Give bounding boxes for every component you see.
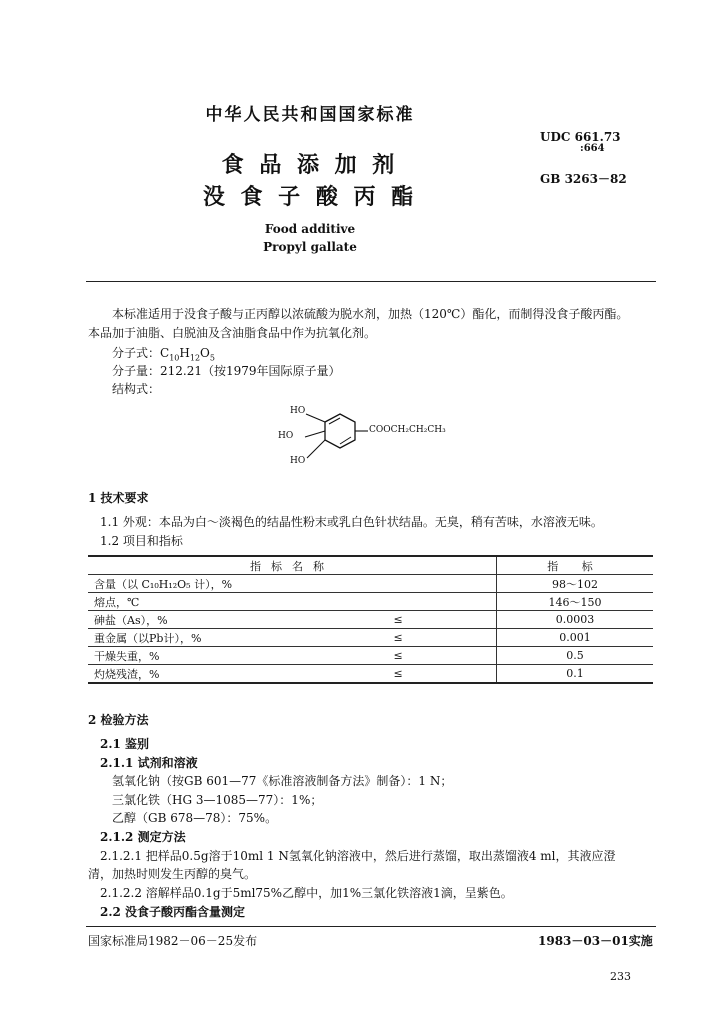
table-row — [88, 593, 653, 611]
ho-mid-label: HO — [278, 431, 294, 441]
item-name: 重金属（以Pb计），% — [88, 629, 300, 647]
udc-code: UDC 661.73 — [540, 130, 621, 144]
gb-number: GB 3263－82 — [540, 172, 627, 186]
footer-rule — [86, 926, 656, 927]
table-header-row — [88, 556, 653, 575]
table-row — [88, 665, 653, 684]
section-2-1-2-1-line-2: 清，加热时则发生丙醇的臭气。 — [88, 867, 257, 881]
structural-formula — [270, 400, 470, 470]
table-row — [88, 575, 653, 593]
section-2-1: 2.1 鉴别 — [100, 737, 150, 751]
specification-table — [88, 555, 653, 684]
molecular-formula: 分子式：$C_{10}H_{12}O_5$ — [112, 346, 215, 363]
udc-code-suffix: :664 — [580, 143, 605, 154]
column-header-value: 指 标 — [497, 556, 653, 575]
item-value: 0.5 — [497, 647, 653, 665]
title-line-1: 食 品 添 加 剂 — [221, 152, 399, 178]
ho-top-label: HO — [290, 406, 306, 416]
header-rule — [86, 281, 656, 282]
page-number: 233 — [610, 970, 631, 983]
reagent-3: 乙醇（GB 678—78）：75%。 — [112, 811, 278, 825]
item-name: 砷盐（As），% — [88, 611, 300, 629]
section-2-2: 2.2 没食子酸丙酯含量测定 — [100, 905, 246, 919]
item-value: 0.0003 — [497, 611, 653, 629]
item-operator: ≤ — [300, 629, 497, 647]
table-row — [88, 629, 653, 647]
table-row — [88, 647, 653, 665]
effective-date: 1983－03－01实施 — [538, 934, 653, 948]
intro-paragraph-1: 本标准适用于没食子酸与正丙醇以浓硫酸为脱水剂，加热（120℃）酯化，而制得没食子酸丙酯。 — [112, 307, 629, 321]
item-value: 0.001 — [497, 629, 653, 647]
english-title-1: Food additive — [264, 222, 356, 236]
section-2-1-2: 2.1.2 测定方法 — [100, 830, 186, 844]
ester-group-label: COOCH₂CH₂CH₃ — [369, 425, 446, 435]
reagent-2: 三氯化铁（HG 3—1085—77）：1%； — [112, 793, 323, 807]
intro-paragraph-2: 本品加于油脂、白脱油及含油脂食品中作为抗氧化剂。 — [88, 326, 377, 340]
table-row — [88, 611, 653, 629]
item-name: 干燥失重，% — [88, 647, 300, 665]
section-1-2: 1.2 项目和指标 — [100, 534, 183, 548]
section-2-1-1: 2.1.1 试剂和溶液 — [100, 756, 198, 770]
issue-date: 国家标准局1982－06－25发布 — [88, 934, 258, 948]
issuing-authority: 中华人民共和国国家标准 — [205, 105, 415, 125]
section-2-heading: 2 检验方法 — [88, 713, 149, 727]
item-value: 146～150 — [497, 593, 653, 611]
reagent-1: 氢氧化钠（按GB 601—77《标准溶液制备方法》制备）：1 N； — [112, 774, 453, 788]
section-2-1-2-1-line-1: 2.1.2.1 把样品0.5g溶于10ml 1 N氢氧化钠溶液中，然后进行蒸馏，取出蒸馏液4 ml，其液应澄 — [100, 849, 616, 863]
section-1-heading: 1 技术要求 — [88, 491, 149, 505]
item-operator — [300, 575, 497, 593]
structure-label: 结构式： — [112, 382, 161, 396]
item-name: 熔点，℃ — [88, 593, 300, 611]
item-operator: ≤ — [300, 647, 497, 665]
item-operator — [300, 593, 497, 611]
column-header-name: 指标名称 — [88, 556, 497, 575]
title-line-2: 没 食 子 酸 丙 酯 — [202, 184, 418, 210]
item-value: 0.1 — [497, 665, 653, 684]
section-2-1-2-2: 2.1.2.2 溶解样品0.1g于5ml75%乙醇中，加1%三氯化铁溶液1滴，呈紫色。 — [100, 886, 513, 900]
item-operator: ≤ — [300, 665, 497, 684]
english-title-2: Propyl gallate — [263, 240, 357, 254]
item-name: 含量（以 C₁₀H₁₂O₅ 计），% — [88, 575, 300, 593]
item-operator: ≤ — [300, 611, 497, 629]
item-value: 98～102 — [497, 575, 653, 593]
molecular-mass: 分子量：212.21（按1979年国际原子量） — [112, 364, 341, 378]
ho-bottom-label: HO — [290, 456, 306, 466]
section-1-1: 1.1 外观：本品为白～淡褐色的结晶性粉末或乳白色针状结晶。无臭，稍有苦味，水溶液无味。 — [100, 515, 603, 529]
item-name: 灼烧残渣，% — [88, 665, 300, 684]
